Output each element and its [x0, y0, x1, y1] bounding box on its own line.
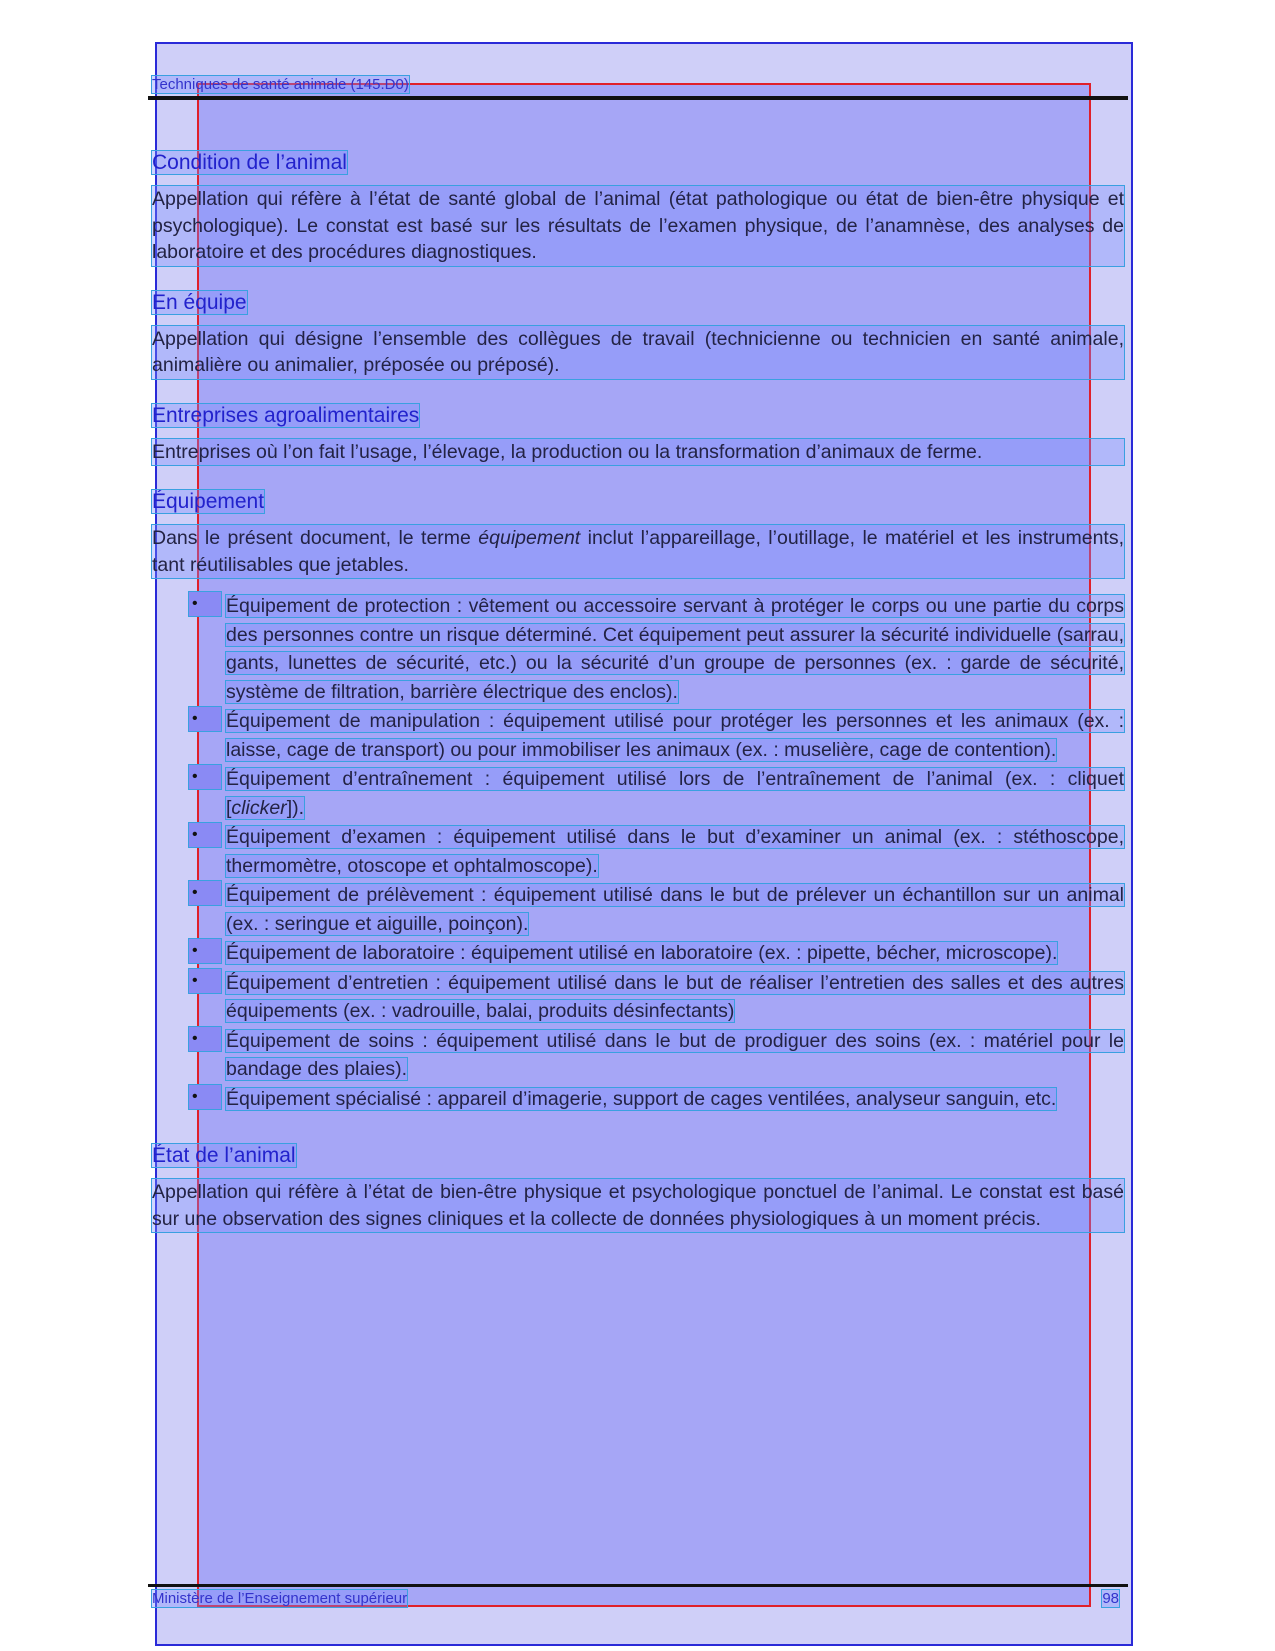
list-item: • Équipement d’entraînement : équipement utilisé lors de l’entraînement de l’animal (ex. : cliquet [clicker]).	[152, 765, 1124, 822]
bullet-icon: •	[189, 1027, 221, 1051]
bullet-icon: •	[189, 1085, 221, 1109]
bullet-icon: •	[189, 823, 221, 847]
section-paragraph: Appellation qui réfère à l’état de santé global de l’animal (état pathologique ou état de bien-être physique et psychologique). Le constat est basé sur les résultats de l’examen physique, de l’anamnèse, des analyses de laboratoire et des procédures diagnostiques.	[152, 186, 1124, 266]
running-footer	[152, 1590, 407, 1607]
page-number: 98	[1102, 1590, 1119, 1607]
equipment-list	[152, 592, 1124, 1113]
list-item: • Équipement d’examen : équipement utilisé dans le but d’examiner un animal (ex. : stéthoscope, thermomètre, otoscope et ophtalmoscope).	[152, 823, 1124, 880]
bullet-icon: •	[189, 969, 221, 993]
running-header-title: Techniques de santé animale (145.D0)	[152, 76, 409, 93]
bullet-icon: •	[189, 592, 221, 616]
section-title: Condition de l’animal	[152, 151, 347, 174]
section-title: En équipe	[152, 290, 247, 314]
running-header	[152, 76, 409, 93]
header-rule	[148, 96, 1128, 100]
section-paragraph: Entreprises où l’on fait l’usage, l’élevage, la production ou la transformation d’animaux de ferme.	[152, 439, 1124, 466]
section-condition	[152, 150, 1124, 266]
section-entreprises	[152, 403, 1124, 466]
list-item: • Équipement de soins : équipement utilisé dans le but de prodiguer des soins (ex. : matériel pour le bandage des plaies).	[152, 1027, 1124, 1084]
section-equipement	[152, 489, 1124, 1113]
section-en-equipe	[152, 290, 1124, 379]
section-paragraph: Appellation qui désigne l’ensemble des collègues de travail (technicienne ou technicien en santé animale, animalière ou animalier, préposée ou préposé).	[152, 326, 1124, 379]
list-item: • Équipement spécialisé : appareil d’imagerie, support de cages ventilées, analyseur sanguin, etc.	[152, 1085, 1124, 1114]
bullet-icon: •	[189, 707, 221, 731]
section-intro: Dans le présent document, le terme équipement inclut l’appareillage, l’outillage, le matériel et les instruments, tant réutilisables que jetables.	[152, 525, 1124, 578]
footer-ministry: Ministère de l’Enseignement supérieur	[152, 1590, 408, 1607]
section-title: Équipement	[152, 490, 265, 513]
bullet-icon: •	[189, 765, 221, 789]
footer-rule	[148, 1584, 1128, 1587]
list-item: • Équipement d’entretien : équipement utilisé dans le but de réaliser l’entretien des salles et des autres équipements (ex. : vadrouille, balai, produits désinfectants)	[152, 969, 1124, 1026]
section-etat	[152, 1143, 1124, 1232]
section-title: Entreprises agroalimentaires	[152, 403, 420, 427]
list-item: • Équipement de laboratoire : équipement utilisé en laboratoire (ex. : pipette, bécher, microscope).	[152, 939, 1124, 968]
list-item: • Équipement de prélèvement : équipement utilisé dans le but de prélever un échantillon sur un animal (ex. : seringue et aiguille, poinçon).	[152, 881, 1124, 938]
bullet-icon: •	[189, 881, 221, 905]
document-body	[152, 150, 1124, 1256]
section-title: État de l’animal	[152, 1144, 296, 1167]
section-paragraph: Appellation qui réfère à l’état de bien-être physique et psychologique ponctuel de l’animal. Le constat est basé sur une observation des signes cliniques et la collecte de données physiologiques à un moment précis.	[152, 1179, 1124, 1232]
list-item: • Équipement de manipulation : équipement utilisé pour protéger les personnes et les animaux (ex. : laisse, cage de transport) ou pour immobiliser les animaux (ex. : muselière, cage de contention).	[152, 707, 1124, 764]
list-item: • Équipement de protection : vêtement ou accessoire servant à protéger le corps ou une partie du corps des personnes contre un risque déterminé. Cet équipement peut assurer la sécurité individuelle (sarrau, gants, lunettes de sécurité, etc.) ou la sécurité d’un groupe de personnes (ex. : garde de sécurité, système de filtration, barrière électrique des enclos).	[152, 592, 1124, 706]
bullet-icon: •	[189, 939, 221, 963]
